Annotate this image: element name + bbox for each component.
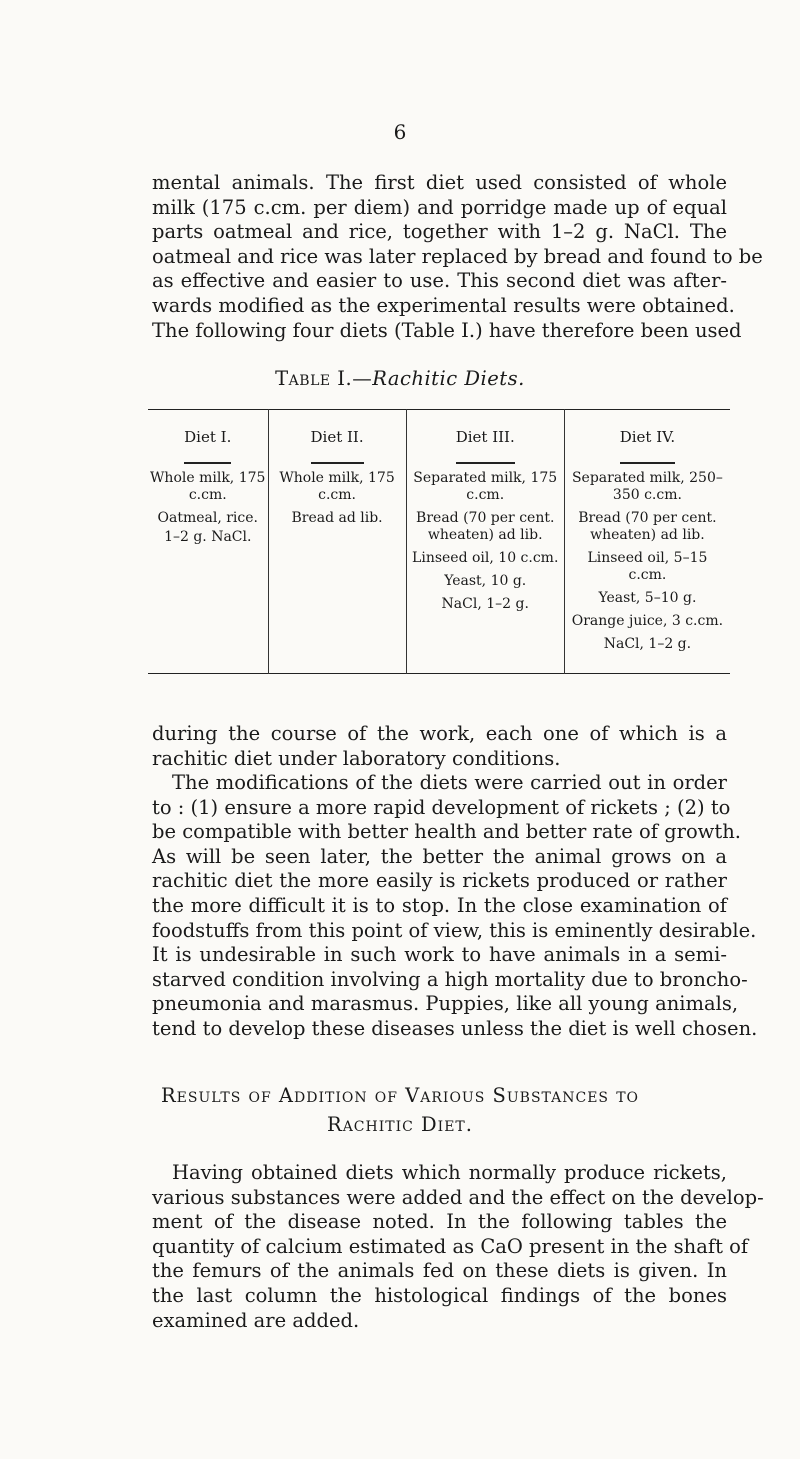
table-cell: Bread ad lib. — [291, 510, 383, 526]
text-line: the femurs of the animals fed on these diets is given. In — [152, 1259, 727, 1283]
table-cell: Oatmeal, rice. — [157, 510, 258, 526]
text-line: The following four diets (Table I.) have therefore been used — [152, 318, 742, 342]
text-line: foodstuffs from this point of view, this is eminently desirable. — [152, 918, 757, 942]
text-line: various substances were added and the effect on the develop- — [152, 1185, 764, 1209]
page-number: 6 — [393, 120, 407, 144]
text-line: to : (1) ensure a more rapid development of rickets ; (2) to — [152, 795, 731, 819]
table-cell: Bread (70 per cent. wheaten) ad lib. — [578, 510, 717, 543]
table-cell: Linseed oil, 10 c.cm. — [412, 550, 559, 566]
diet-2-column — [268, 464, 406, 674]
table-cell: Separated milk, 250–350 c.cm. — [571, 470, 723, 503]
table-cell: 1–2 g. NaCl. — [164, 529, 252, 545]
table-cell: Separated milk, 175 c.cm. — [413, 470, 558, 503]
table-header: Diet I. — [148, 410, 268, 465]
table-cell: Whole milk, 175 c.cm. — [150, 470, 266, 503]
text-line: mental animals. The first diet used consisted of whole — [152, 171, 727, 194]
text-line: wards modified as the experimental results were obtained. — [152, 293, 735, 317]
text-line: quantity of calcium estimated as CaO present in the shaft of — [152, 1234, 749, 1258]
section-heading-line-2: Rachitic Diet. — [327, 1113, 473, 1136]
table-cell: NaCl, 1–2 g. — [603, 636, 692, 652]
text-line: rachitic diet under laboratory conditions. — [152, 746, 561, 770]
table-cell: Yeast, 5–10 g. — [598, 590, 697, 606]
text-line: be compatible with better health and better rate of growth. — [152, 820, 741, 844]
text-line: milk (175 c.cm. per diem) and porridge made up of equal — [152, 195, 727, 219]
paragraph-results — [152, 1161, 764, 1333]
table-title-italic: Rachitic Diets. — [372, 367, 525, 390]
text-line: the last column the histological findings of the bones — [152, 1283, 727, 1307]
text-line: pneumonia and marasmus. Puppies, like all young animals, — [152, 992, 739, 1016]
table-cell: Whole milk, 175 c.cm. — [279, 470, 395, 503]
table-header: Diet III. — [406, 410, 564, 465]
paragraph-modifications — [152, 771, 758, 1042]
table-cell: Orange juice, 3 c.cm. — [571, 613, 724, 629]
rachitic-diets-table — [148, 409, 730, 674]
text-line: The modifications of the diets were carried out in order — [172, 771, 727, 794]
text-line: as effective and easier to use. This second diet was after- — [152, 269, 727, 293]
text-line: rachitic diet the more easily is rickets produced or rather — [152, 869, 727, 893]
table-header: Diet II. — [268, 410, 406, 465]
diet-1-column — [148, 464, 268, 674]
text-line: the more difficult it is to stop. In the close examination of — [152, 893, 727, 917]
text-line: It is undesirable in such work to have animals in a semi- — [152, 943, 727, 967]
text-line: tend to develop these diseases unless the diet is well chosen. — [152, 1016, 758, 1040]
text-line: parts oatmeal and rice, together with 1–2 g. NaCl. The — [152, 220, 727, 244]
text-line: As will be seen later, the better the animal grows on a — [152, 844, 727, 868]
paragraph-rachitic-diet — [152, 722, 727, 771]
diet-4-column — [564, 464, 730, 674]
text-line: starved condition involving a high mortality due to broncho- — [152, 967, 748, 991]
text-line: oatmeal and rice was later replaced by bread and found to be — [152, 244, 763, 268]
table-cell: Linseed oil, 5–15 c.cm. — [587, 550, 708, 583]
text-line: Having obtained diets which normally produce rickets, — [172, 1161, 727, 1184]
table-cell: Bread (70 per cent. wheaten) ad lib. — [416, 510, 555, 543]
table-title-prefix: Table I.— — [275, 367, 373, 390]
diet-3-column — [406, 464, 564, 674]
section-heading-line-1: Results of Addition of Various Substances to — [160, 1084, 640, 1107]
table-cell: NaCl, 1–2 g. — [441, 596, 529, 612]
text-line: examined are added. — [152, 1308, 360, 1332]
text-line: during the course of the work, each one of which is a — [152, 722, 727, 745]
table-header: Diet IV. — [564, 410, 730, 465]
table-cell: Yeast, 10 g. — [444, 573, 527, 589]
text-line: ment of the disease noted. In the following tables the — [152, 1210, 727, 1234]
table-title — [0, 367, 800, 390]
paragraph-intro — [152, 171, 763, 343]
